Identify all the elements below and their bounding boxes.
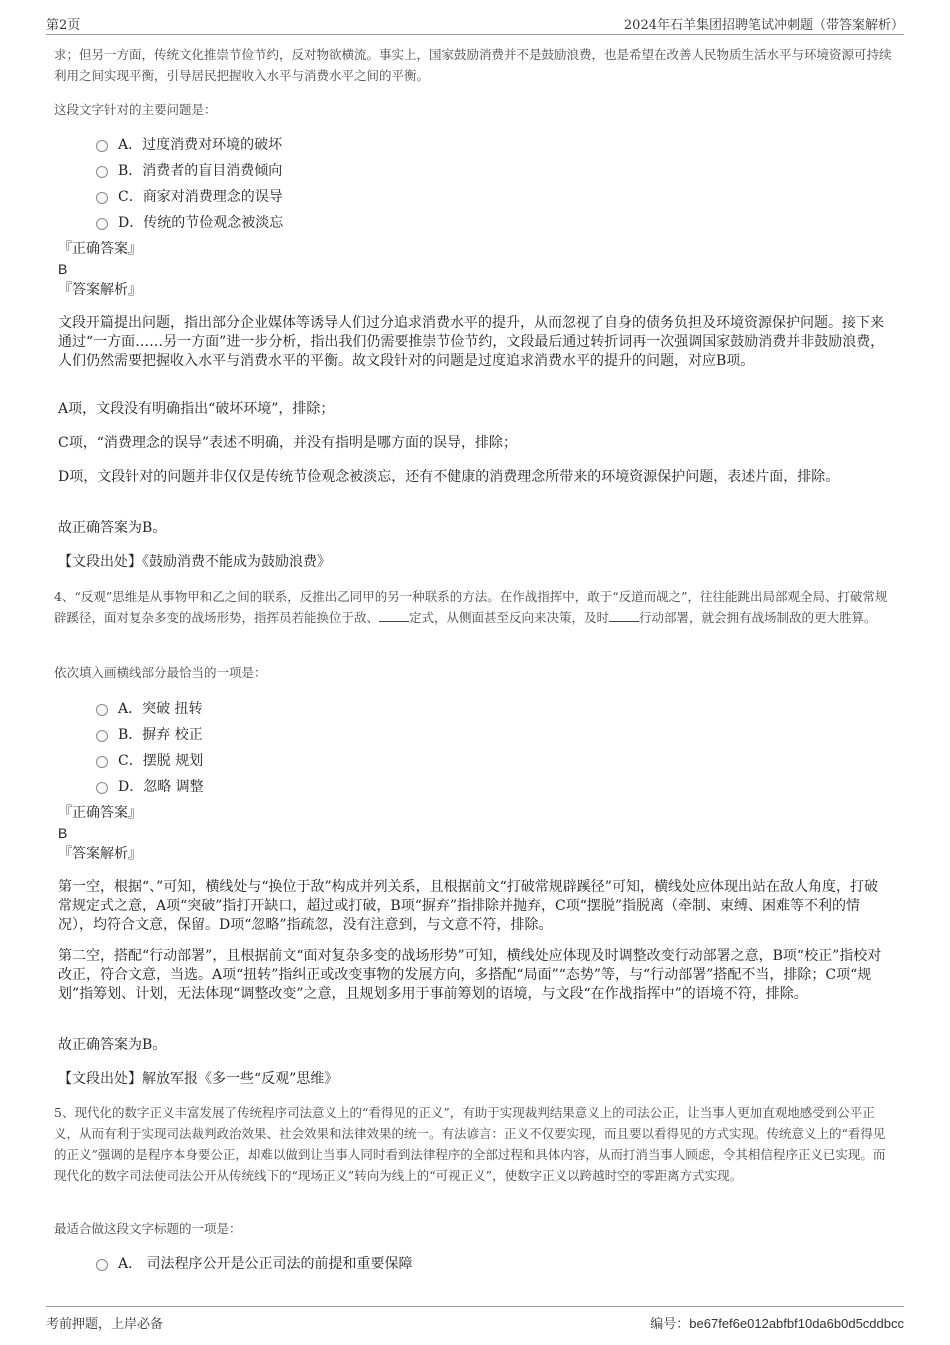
- radio-icon[interactable]: [96, 756, 108, 768]
- document-code: 编号：be67fef6e012abfbf10da6b0d5cddbcc: [650, 1316, 904, 1332]
- option-c[interactable]: C．商家对消费理念的误导: [96, 183, 283, 209]
- q4-passage: 4、“反观”思维是从事物甲和乙之间的联系，反推出乙同甲的另一种联系的方法。在作战指挥中，敢于“反道而觇之”，往往能跳出局部观全局、打破常规辟蹊径，面对复杂多变的战场形势，指挥员若能换位于敌、 定式，从侧面甚至反向来决策，及时 行动部署，就会拥有战场制敌的更大胜算。: [54, 589, 888, 625]
- source-note: 【文段出处】解放军报《多一些“反观”思维》: [58, 1071, 339, 1087]
- page-number: 第2页: [46, 18, 81, 33]
- analysis-label: 『答案解析』: [58, 282, 142, 298]
- analysis-paragraph: 故正确答案为B。: [58, 1037, 167, 1053]
- analysis-paragraph: A项，文段没有明确指出“破坏环境”，排除；: [58, 401, 335, 417]
- option-a[interactable]: A．突破 扭转: [96, 695, 204, 721]
- radio-icon[interactable]: [96, 140, 108, 152]
- option-c[interactable]: C．摆脱 规划: [96, 747, 204, 773]
- radio-icon[interactable]: [96, 1259, 108, 1271]
- q3-options: [96, 131, 283, 235]
- answer-label: 『正确答案』: [58, 805, 142, 821]
- document-title: 2024年石羊集团招聘笔试冲刺题（带答案解析）: [623, 18, 904, 33]
- analysis-paragraph: 第一空，根据“、”可知，横线处与“换位于敌”构成并列关系，且根据前文“打破常规辟蹊径”可知，横线处应体现出站在敌人角度，打破常规定式之意，A项“突破”指打开缺口，超过或打破，B项“摒弃”指排除并抛弃，C项“摆脱”指脱离（牵制、束缚、困难等不利的情况），均符合文意，保留。D项“忽略”指疏忽，没有注意到，与文意不符，排除。: [58, 879, 878, 933]
- q5-prompt: 最适合做这段文字标题的一项是：: [54, 1221, 242, 1236]
- page-footer: [46, 1306, 904, 1337]
- blank-line: [609, 609, 639, 622]
- option-d[interactable]: D．传统的节俭观念被淡忘: [96, 209, 283, 235]
- radio-icon[interactable]: [96, 218, 108, 230]
- answer-label: 『正确答案』: [58, 241, 142, 257]
- analysis-paragraph: 故正确答案为B。: [58, 520, 167, 536]
- source-note: 【文段出处】《鼓励消费不能成为鼓励浪费》: [58, 554, 331, 570]
- q4-options: [96, 695, 204, 799]
- radio-icon[interactable]: [96, 166, 108, 178]
- option-d[interactable]: D．忽略 调整: [96, 773, 204, 799]
- analysis-paragraph: 第二空，搭配“行动部署”，且根据前文“面对复杂多变的战场形势”可知，横线处应体现及时调整改变行动部署之意，B项“校正”指校对改正，符合文意，当选。A项“扭转”指纠正或改变事物的发展方向，多搭配“局面”“态势”等，与“行动部署”搭配不当，排除；C项“规划”指筹划、计划，无法体现“调整改变”之意，且规划多用于事前筹划的语境，与文段“在作战指挥中”的语境不符，排除。: [58, 948, 882, 1002]
- radio-icon[interactable]: [96, 782, 108, 794]
- option-b[interactable]: B．消费者的盲目消费倾向: [96, 157, 283, 183]
- footer-slogan: 考前押题，上岸必备: [46, 1317, 164, 1332]
- option-a[interactable]: A．过度消费对环境的破坏: [96, 131, 283, 157]
- option-a[interactable]: A． 司法程序公开是公正司法的前提和重要保障: [96, 1250, 413, 1276]
- correct-answer: B: [58, 825, 68, 841]
- q4-prompt: 依次填入画横线部分最恰当的一项是：: [54, 665, 267, 680]
- q3-passage: 求；但另一方面，传统文化推崇节俭节约，反对物欲横流。事实上，国家鼓励消费并不是鼓励浪费，也是希望在改善人民物质生活水平与环境资源可持续利用之间实现平衡，引导居民把握收入水平与消费水平之间的平衡。: [54, 47, 892, 83]
- analysis-paragraph: 文段开篇提出问题，指出部分企业媒体等诱导人们过分追求消费水平的提升，从而忽视了自身的债务负担及环境资源保护问题。接下来通过“一方面……另一方面”进一步分析，指出我们仍需要推崇节俭节约，文段最后通过转折词再一次强调国家鼓励消费并非鼓励浪费，人们仍然需要把握收入水平与消费水平的平衡。故文段针对的问题是过度追求消费水平的提升的问题，对应B项。: [58, 315, 885, 369]
- analysis-paragraph: D项，文段针对的问题并非仅仅是传统节俭观念被淡忘，还有不健康的消费理念所带来的环境资源保护问题，表述片面，排除。: [58, 469, 840, 485]
- q5-options: [96, 1250, 413, 1276]
- option-b[interactable]: B．摒弃 校正: [96, 721, 204, 747]
- radio-icon[interactable]: [96, 730, 108, 742]
- radio-icon[interactable]: [96, 192, 108, 204]
- analysis-label: 『答案解析』: [58, 846, 142, 862]
- correct-answer: B: [58, 261, 68, 277]
- radio-icon[interactable]: [96, 704, 108, 716]
- analysis-paragraph: C项，“消费理念的误导”表述不明确，并没有指明是哪方面的误导，排除；: [58, 435, 518, 451]
- q5-passage: 5、现代化的数字正义丰富发展了传统程序司法意义上的“看得见的正义”，有助于实现裁判结果意义上的司法公正，让当事人更加直观地感受到公平正义，从而有利于实现司法裁判政治效果、社会效果和法律效果的统一。有法谚言：正义不仅要实现，而且要以看得见的方式实现。传统意义上的“看得见的正义”强调的是程序本身要公正，却难以做到让当事人同时看到法律程序的全部过程和具体内容，从而打消当事人顾虑，令其相信程序正义已实现。而现代化的数字司法使司法公开从传统线下的“现场正义”转向为线上的“可视正义”，使数字正义以跨越时空的零距离方式实现。: [54, 1105, 886, 1183]
- blank-line: [379, 609, 409, 622]
- page-header: [46, 12, 904, 35]
- q3-prompt: 这段文字针对的主要问题是：: [54, 102, 217, 117]
